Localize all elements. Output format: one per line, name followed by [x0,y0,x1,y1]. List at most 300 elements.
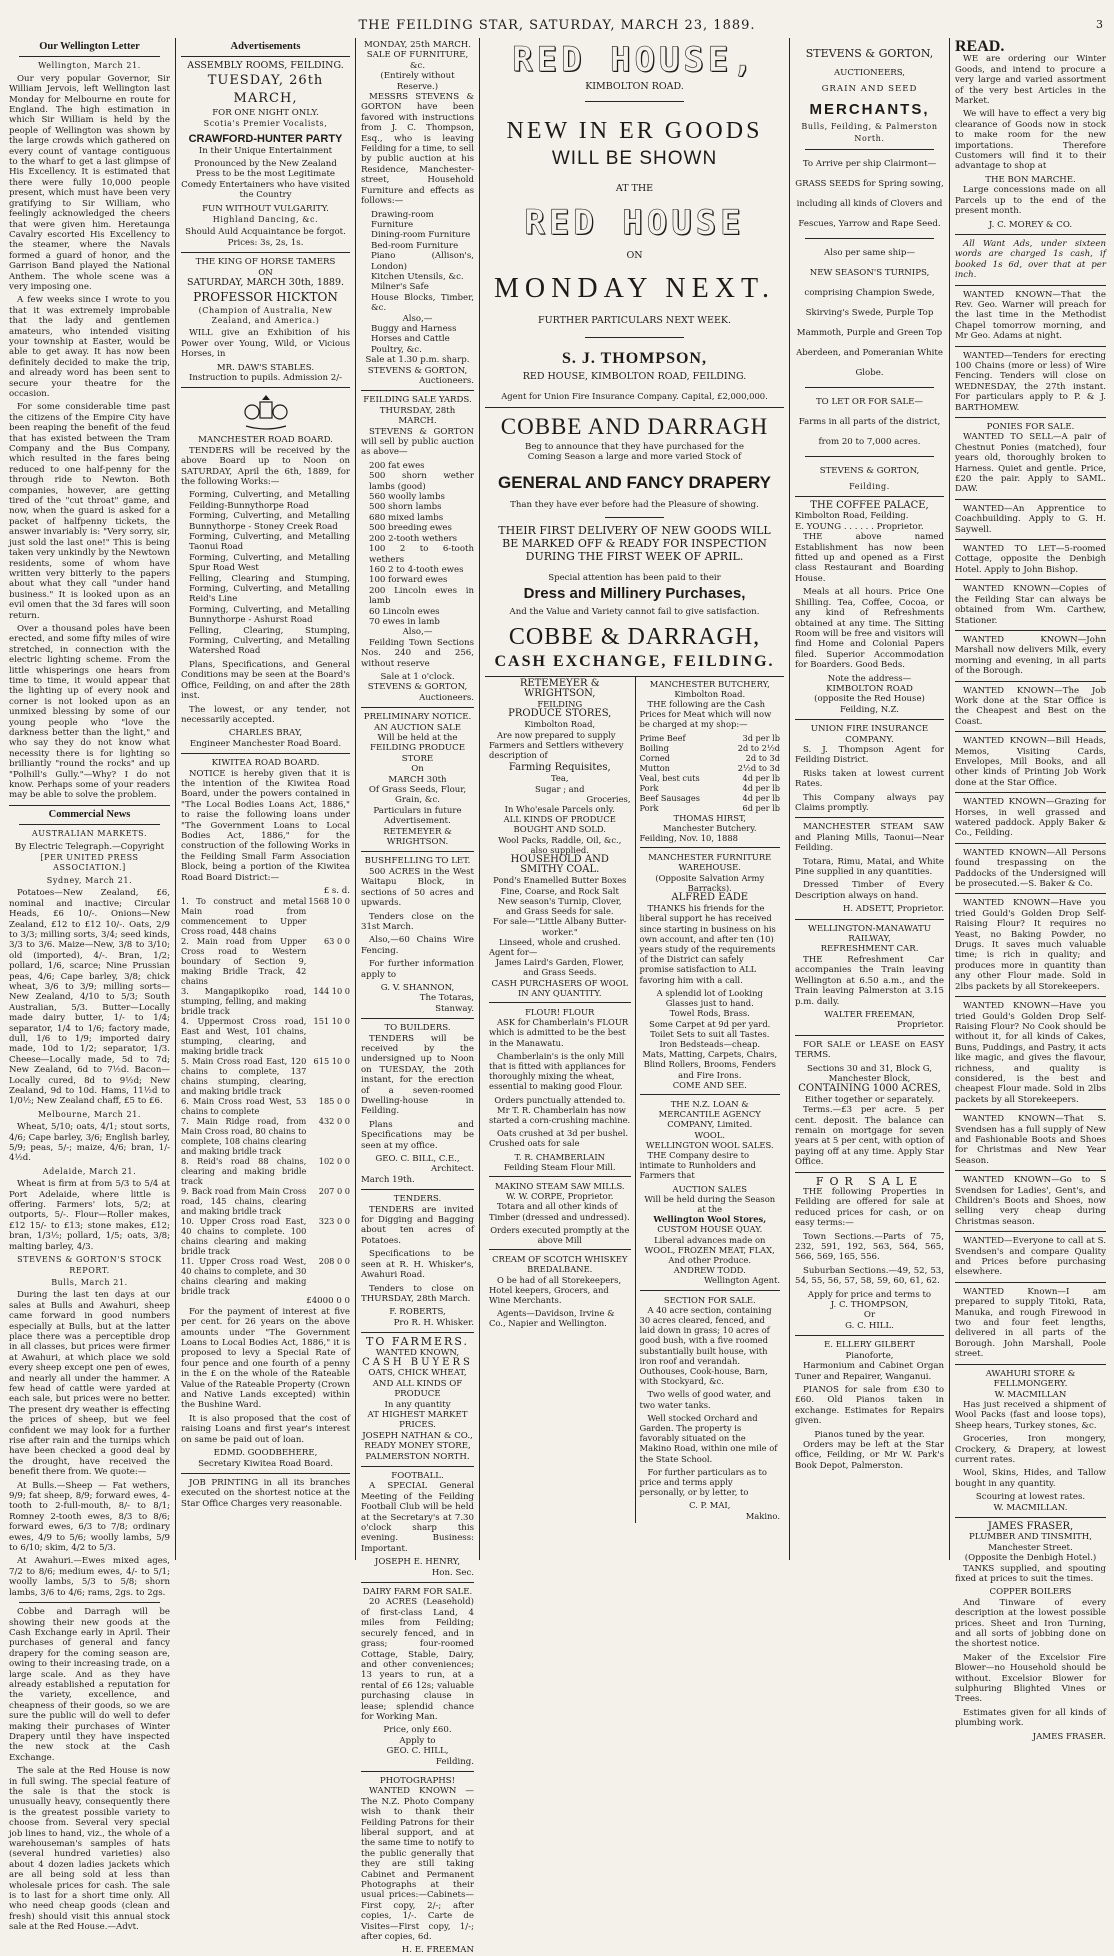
list-item: 100 2 to 6-tooth wethers [369,544,474,565]
pianoforte-label: Pianoforte, [845,1350,894,1361]
produce-stores: PRODUCE STORES, [508,708,612,720]
list-item: 500 breeding ewes [369,523,452,534]
salt-line: Fine, Coarse, and Rock Salt [500,885,619,896]
list-item: Horses and Cattle [371,334,450,345]
exhibition-text: WILL give an Exhibition of his Power over Young, Wild, or Vicious Horses, in [181,328,350,360]
carpet-line: Some Carpet at 9d per yard. [649,1018,771,1029]
lowest-text: The lowest, or any tender, not necessarily accepted. [181,704,350,725]
whiskey-agents: Agents—Davidson, Irvine & Co., Napier and Wellington. [489,1308,615,1329]
totara-text: Totara and all other kinds of Timber (dressed and undressed). [489,1201,630,1222]
table-row: 11. Upper Cross road West, 40 chains to complete, and 30 chains clearing and making bridle track 208 0 0 [181,1256,350,1297]
walter-name: WALTER FREEMAN, [824,1009,915,1020]
ticket-prices: Prices: 3s, 2s, 1s. [227,237,304,248]
stock-dateline: Bulls, March 21. [51,1277,128,1287]
masthead-title: THE FEILDING STAR, SATURDAY, MARCH 23, 1889. [358,18,756,33]
orders-line: Orders punctually attended to. [494,1094,626,1105]
towel-rods: Towel Rods, Brass. [669,1008,750,1019]
wool-sales: WELLINGTON WOOL SALES. [645,1139,774,1150]
held-at: Will be held at the [377,733,458,743]
column-red-house [479,38,789,1560]
letter-dateline: Wellington, March 21. [38,61,141,71]
tenders-spec: Specifications to be seen at R. H. Whisker's, Awahuri Road. [361,1249,474,1281]
butchery-road: Kimbolton Road. [674,688,746,699]
wool-purchasers: CASH PURCHASERS OF WOOL IN ANY QUANTITY. [491,977,629,998]
meat-price-table [640,733,781,813]
list-item: 60 Lincoln ewes [369,606,440,617]
retemeyer-column [485,677,635,1523]
copper-boilers: COPPER BOILERS [989,1587,1072,1598]
morey-name: J. C. MOREY & CO. [988,219,1073,230]
stock-report-heading: STEVENS & GORTON'S STOCK REPORT. [17,1255,162,1275]
want-ad: WANTED KNOWN—Have you tried Gould's Golden Drop Self-Raising Flour? No Cook should be without it, for all kinds of Cakes, Buns, Puddings, and Pastry, it acts like magic, and gives the flavour, richness, and quality is considered, is the best and cheapest Flour made. Sold in 2lbs packets by all Storekeepers. [955,1001,1106,1105]
list-item: Piano (Allison's, London) [371,251,474,272]
particulars-line: Particulars in future Advertisement. [373,805,462,827]
at-the: AT THE [615,183,654,194]
table-row: 5. Main Cross road East, 120 chains to complete, 137 chains stumping, clearing, and making bridle track 615 10 0 [181,1056,350,1097]
want-ad: WANTED TO LET—5-roomed Cottage, opposite the Denbigh Hotel. Apply to John Bishop. [955,544,1106,575]
markets-heading: AUSTRALIAN MARKETS. [31,829,148,839]
dairy-price: Price, only £60. [383,1725,452,1736]
butter-boxes: Pond's Enamelled Butter Boxes [493,875,627,886]
whiskey-text: O be had of all Storekeepers, Hotel keepers, Grocers, and Wine Merchants. [489,1274,622,1305]
list-item: 500 shorn lambs [369,502,442,513]
same-ship: Also per same ship— [824,247,915,258]
read-heading: READ. [955,38,1005,55]
fun-line: FUN WITHOUT VULGARITY. [202,203,329,214]
list-item: Felling, Clearing and Stumping, Forming, Culverting, and Metalling Reid's Line [189,573,350,605]
dairy-farm-heading: DAIRY FARM FOR SALE. [362,1587,473,1598]
mai-name: C. P. MAI, [689,1500,731,1511]
orchard-text: Well stocked Orchard and Garden. The property is favorably situated on the Makino Road, within one mile of the State School. [639,1412,778,1464]
red-house-title-2: RED HOUSE [524,203,745,243]
estimates-text: Estimates given for all kinds of plumbing work. [955,1707,1106,1729]
nz-loan-text: THE Company desire to intimate to Runholders and Farmers that [639,1149,756,1181]
town-sections: Feilding Town Sections Nos. 240 and 256, without reserve [361,637,474,669]
stables-line: MR. DAW'S STABLES. [216,362,315,373]
column-want-ads [949,38,1111,1742]
football-heading: FOOTBALL. [391,1471,444,1481]
household-coal: HOUSEHOLD AND SMITHY COAL. [510,854,609,876]
tenders-close-date: Tenders to close on THURSDAY, 28th March. [361,1283,474,1304]
retemeyer-sign: RETEMEYER & WRIGHTSON. [383,826,452,848]
list-item: 200 2-tooth wethers [369,533,458,544]
stock-list [361,461,474,628]
coffee-meals: Meals at all hours. Price One Shilling. Tea, Coffee, Cocoa, or any kind of Refreshments obtained at any time. The Sitting Room will be free and visitors will find Home and Colonial Papers filed. Superior Accommodation for Boarders. Good Beds. [795,587,944,671]
tenders-text: TENDERS are invited for Digging and Bagging about ten acres of Potatoes. [361,1204,474,1246]
photographs-text: WANTED KNOWN — The N.Z. Photo Company wish to thank their Feilding Patrons for their liberal support, and at the same time to notify to the public generally that they are still taking Cabinet and Permanent Photographs at their usual prices:—Cabinets—First copy, 2/-; after copies, 1/-. Carte de Visites—First copy, 1/-; after copies, 6d. [361,1786,474,1943]
engineer-name: CHARLES BRAY, [228,728,303,739]
dress-millinery: Dress and Millinery Purchases, [523,585,746,603]
roberts-pro: Pro R. H. Whisker. [393,1317,474,1328]
bon-marche: THE BON MARCHE. [985,174,1076,185]
page-number: 3 [1096,18,1104,31]
thompson-name: S. J. THOMPSON, [562,350,707,367]
denbigh-opposite: (Opposite the Denbigh Hotel.) [964,1553,1097,1564]
drapery-heading: GENERAL AND FANCY DRAPERY [498,473,771,493]
list-item: Forming, Culverting, and Metalling Bunnythorpe - Ashurst Road [189,604,350,626]
furniture-sale-text: MESSRS STEVENS & GORTON have been favored with instructions from J. C. Thompson, Esq., who is leaving Feilding for a time, to sell by public auction at his Residence, Manchester-street, Household Furniture and effects as follows:— [361,92,474,207]
orders-executed: Orders executed promptly at the above Mill [490,1224,630,1245]
union-agent: Agent for Union Fire Insurance Company. Capital, £2,000,000. [501,391,768,401]
want-ad: WANTED—Everyone to call at S. Svendsen's and compare Quality and Prices before purchasing elsewhere. [955,1236,1106,1278]
architect-name: GEO. C. BILL, C.E., [375,1154,460,1165]
want-ad: WANTED—An Apprentice to Coachbuilding. Apply to G. H. Saywell. [955,503,1106,535]
on-label: ON [626,250,643,261]
loan-works-table [181,896,350,1296]
markets-byline: By Electric Telegraph.—Copyright [14,841,165,852]
column-auctions [355,38,479,1956]
builders-plans: Plans and Specifications may be seen at my office. [361,1119,474,1151]
whiskey-heading: CREAM OF SCOTCH WHISKEY BREDALBANE. [492,1254,628,1275]
awahuri-heading: AWAHURI STORE & FELLMONGERY. [985,1368,1076,1390]
macmillan-name: W. MACMILLAN [994,1389,1067,1400]
clairmont-line: To Arrive per ship Clairmont— [802,158,937,169]
professor-name: PROFESSOR HICKTON [193,289,338,304]
want-ad: WANTED KNOWN—Copies of the Feilding Star can always be obtained from Wm. Carthew, Stationer. [955,584,1106,626]
manchester-board-heading: MANCHESTER ROAD BOARD. [198,435,333,446]
list-item: Milner's Safe [371,282,429,293]
red-house-notice: The sale at the Red House is now in full swing. The special feature of the sale is that the stock is unusually heavy, consequently there is the greatest possible variety to choose from. Several very special job lines to hand, viz., the whole of a warehouseman's samples of hats (several hundred varieties) also about 4 dozen ladies jackets which are all being sold at less than wholesale prices for cash. The sale is to last for a short time only. All who need cheap goods (clean and fresh) should visit this annual stock sale at the Red House.—Advt. [9,1766,170,1933]
kimbolton-road: KIMBOLTON ROAD. [585,81,684,92]
nathan-name: JOSEPH NATHAN & CO., [362,1430,473,1441]
awahuri-prices: At Awahuri.—Ewes mixed ages, 7/2 to 8/6; medium ewes, 4/- to 5/1; woolly lambs, 5/3 to 5/8; shorn lambs, 3/6 to 4/6; rams, 2gs. to 2gs. [9,1556,170,1598]
table-row: Boiling 2d to 2½d [639,742,780,753]
list-item: 70 ewes in lamb [369,616,440,627]
list-item: Dining-room Furniture [371,230,471,241]
looking-glasses: A splendid lot of Looking Glasses just to hand. [656,987,763,1009]
tanks-text: TANKS supplied, and spouting fixed at prices to suit the times. [955,1563,1106,1584]
table-row: 3. Mangapikopiko road, stumping, felling, and making bridle track 144 10 0 [181,986,350,1017]
tenders-close: Tenders close on the 31st March. [361,911,474,932]
wool-packs: Wool Packs, Raddle, Oil, &c., also supplied. [498,834,622,855]
adelaide-report: Wheat is firm at from 5/3 to 5/4 at Port Adelaide, where little is offering. Farmers' lots, 5/2; at outports, 5/-. Flour—Roller makes, £12 15/- to £13; stone makes, £12; bran, 1/3½; pollard, 1/5; oats, 3/8; malting barley, 4/3. [9,1179,170,1252]
railway-heading: WELLINGTON-MANAWATU RAILWAY, [808,923,931,945]
read-text: WE are ordering our Winter Goods, and intend to procure a very large and varied assortment of the very best Articles in the Market. [955,54,1106,107]
vocalists: Scotia's Premier Vocalists, [203,119,328,129]
feilding-label: Feilding. [849,481,890,491]
want-ad: WANTED KNOWN—Bill Heads, Memos, Visiting Cards, Envelopes, Mill Books, and all other kinds of Printing Job Work done at the Star Office. [955,736,1106,788]
list-item: 500 shorn wether lambs (good) [369,471,474,492]
auction-sales: AUCTION SALES [672,1183,747,1194]
pianos-tuned: Pianos tuned by the year. [814,1429,925,1440]
table-row: 4. Uppermost Cross road, East and West, 101 chains, stumping, clearing, and making bridle track 151 10 0 [181,1016,350,1057]
letter-heading: Our Wellington Letter [39,41,140,52]
sale-one: Sale at 1 o'clock. [380,671,455,682]
list-item: 160 2 to 4-tooth ewes [369,564,464,575]
pounds-header: £ s. d. [323,886,350,896]
wool-heading: WOOL. [694,1129,726,1140]
sg-title: STEVENS & GORTON, [805,47,934,60]
any-quantity: In any quantity [384,1399,451,1410]
mill-text: Chamberlain's is the only Mill that is fitted with appliances for thoroughly mixing the wheat, essential to making good Flour. [489,1050,626,1092]
list-item: 560 woolly lambs [369,492,445,503]
cash-buyers: CASH BUYERS [362,1356,473,1368]
want-ad: PONIES FOR SALE. [986,422,1075,432]
walter-role: Proprietor. [896,1020,944,1031]
wholesale-line: In Who'esale Parcels only. [504,804,615,815]
union-claims: This Company always pay Claims promptly. [795,792,944,813]
furniture-warehouse: MANCHESTER FURNITURE WAREHOUSE. [648,852,772,873]
list-item: Forming, Culverting, and Metalling Taonui Road [189,532,350,553]
palmerston-north: PALMERSTON NORTH. [365,1451,470,1462]
auld-line: Should Auld Acquaintance be forgot. [185,227,346,238]
kiwitea-also-text: It is also proposed that the cost of raising Loans and first year's interest on same be paid out of loan. [181,1413,350,1445]
exhibition-date: SATURDAY, MARCH 30th, 1889. [186,277,345,289]
ready-money: READY MONEY STORE, [364,1441,471,1452]
steam-saw: MANCHESTER STEAM SAW and Planing Mills, Taonui—Near Feilding. [795,822,944,854]
further-text: For further particulars as to price and terms apply personally, or by letter, to [639,1466,767,1498]
containing-line: CONTAINING 1000 ACRES, [798,1083,941,1095]
sydney-report: Potatoes—New Zealand, £6, nominal and inactive; Circular Heads, £6 10/-. Onions—New Zealand, £12 to £12 10/-. Oats, 2/9 to 3/3; milling sorts, 3/4; seed kinds, 3/3 to 3/6. Maize—New, 3/8 to 3/10; old (imported), 4/-. Bran, 1/2; pollard, 1/6, scarce; Nine Prussian peas, 4/6; Cape barley, 3/8; chick wheat, 3/6 to 3/9; milling sorts—New Zealand, 4/10 to 5/3; South Australian, 5/3. Butter—Locally made dairy butter, 1/- to 1/4; separator, 1/4 to 1/6; factory made, dull, 1/6 to 1/9; imported dairy made, 10d to 1/2; separator, 1/3. Cheese—Locally made, 5d to 7d; New Zealand, 6d to 7½d. Bacon—Locally cured, 8d to 9½d; New Zealand, 9d to 10d. Hams, 11½d to 1/0½; New Zealand chaff, £5 to £6. [9,888,170,1107]
corpe-name: W. W. CORPE, Proprietor. [506,1191,614,1202]
sydney-dateline: Sydney, March 21. [46,875,133,885]
coffee-opposite: (opposite the Red House) [814,694,925,705]
table-row: Corned 2d to 3d [639,752,780,763]
want-ads-note: All Want Ads, under sixteen words are charged 1s cash, if booked 1s 6d, over that at per inch. [955,238,1106,281]
sections-line: Sections 30 and 31, Block G, Manchester Block, [806,1063,933,1084]
eade-text: THANKS his friends for the liberal support he has received since starting in business on his own account, and after ten (10) years study of the requirements of the District can safely promise satisfaction to ALL favoring him with a call. [639,903,776,985]
letter-paragraph: A few weeks since I wrote to you that it was extremely improbable that the lady and gentlemen amateurs, who intended visiting your township at Easter, would be able to get away. It has now been definitely decided to make the trip, and already word has been sent to secure your theatre for the occasion. [9,295,170,399]
suburban-sections: Suburban Sections.—49, 52, 53, 54, 55, 56, 57, 58, 59, 60, 61, 62. [795,1265,944,1287]
retemeyer-title: RETEMEYER & WRIGHTSON, [519,677,600,699]
groceries-label: Groceries, [586,793,631,804]
want-ad: WANTED KNOWN—That S. Svendsen has a full supply of New and Fashionable Boots and Shoes for Christmas and New Year Season. [955,1114,1106,1166]
table-row: Pork 6d per lb [639,802,780,813]
held-during: Will be held during the Season at the [644,1193,776,1214]
kiwitea-heading: KIWITEA ROAD BOARD. [211,758,320,769]
table-row: Mutton 2½d to 3d [639,762,780,773]
sg-title-2: STEVENS & GORTON, [819,465,920,476]
awahuri-text: Has just received a shipment of Wool Packs (fast and loose tops), Sheep hears, Turkey stones, &c. [955,1399,1106,1431]
stock-report: During the last ten days at our sales at Bulls and Awahuri, sheep came forward in good numbers especially at Bulls, but at the latter place there was a perceptible drop in all classes, but prices were firmer at Awahuri, at which place we sold every sheep except one pen of ewes, and nearly all under the hammer. A few head of cattle were yarded at each sale, but prices were no better. The present dry weather is effecting the prices of sheep, but we feel confident we may look for a further rise after rain and the turnips which have been checked a good deal by the drought, have received the benefit there from. We quote:— [9,1290,170,1478]
want-ad: WANTED Known—I am prepared to supply Titoki, Rata, Manuka, and rough Firewood in two and four feet lengths, delivered in all parts of the Borough. John Marshall, Poole street. [955,1286,1106,1360]
coffee-road: Kimbolton Road, Feilding. [795,511,909,522]
refreshment-car: REFRESHMENT CAR. [820,944,919,955]
builders-date: March 19th. [361,1174,415,1185]
table-row: Prime Beef 3d per lb [639,732,780,743]
warehouse-location: (Opposite Salvation Army Barracks). [655,872,765,893]
union-risks: Risks taken at lowest current Rates. [795,768,944,790]
macmillan-sign: W. MACMILLAN. [993,1502,1068,1513]
commercial-heading: Commercial News [48,808,131,820]
column-advertisements [175,38,355,1560]
list-item: Forming, Culverting, and Metalling Feilding-Bunnythorpe Road [189,490,350,511]
union-agent: S. J. Thompson Agent for Feilding District. [795,744,944,766]
want-ad: WANTED KNOWN—Grazing for Horses, in well grassed and watered paddock. Apply Baker & Co., Feilding. [955,797,1106,839]
apply-price: Apply for price and terms to [807,1289,932,1300]
royal-crest-icon [238,392,294,432]
sg-places: Bulls, Feilding, & Palmerston [801,121,938,131]
skins-text: Wool, Skins, Hides, and Tallow bought in any quantity. [955,1468,1106,1489]
table-row: 6. Main Cross road West, 53 chains to complete 185 0 0 [181,1096,350,1117]
list-item: Buggy and Harness [371,323,457,334]
list-item: Drawing-room Furniture [371,209,434,230]
new-turnips: NEW SEASON'S TURNIPS, comprising Champion Swede, Skirving's Swede, Purple Top Mammoth, Purple and Green Top Aberdeen, and Pomeranian White Globe. [796,267,943,378]
furniture-sale-heading: SALE OF FURNITURE, &c. [366,50,469,71]
prepared-text: Are now prepared to supply Farmers and Settlers withevery description of [489,729,624,761]
or-label: Or [863,1310,876,1321]
markets-association: [PER UNITED PRESS ASSOCIATION.] [40,853,139,873]
bushfelling-text: 500 ACRES in the West Waitapu Block, in sections of 50 acres and upwards. [361,866,474,909]
oats-line: OATS, CHICK WHEAT, AND ALL KINDS OF PRODUCE [368,1368,467,1400]
town-sections-line: Town Sections.—Parts of 75, 232, 591, 192, 563, 564, 565, 566, 569, 165, 556. [795,1231,944,1263]
cobbe-title: COBBE AND DARRAGH [500,414,769,440]
todd-role: Wellington Agent. [704,1275,780,1286]
merchants-line: MERCHANTS, [809,100,930,118]
march-30: MARCH 30th [388,774,447,785]
furniture-list [361,210,474,314]
laird-seeds: James Laird's Garden, Flower, and Grass Seeds. [495,957,624,978]
table-row: 1. To construct and metal Main road from commencement to Upper Cross road, 448 chains 1568 10 0 [181,896,350,937]
coffee-palace: THE COFFEE PALACE, [810,500,929,512]
scouring-text: Scouring at lowest rates. [975,1492,1086,1503]
totaras-label: The Totaras, [419,993,474,1004]
architect-label: Architect. [431,1164,474,1175]
auctioneers-label: Auctioneers. [419,692,474,703]
makino-heading: MAKINO STEAM SAW MILLS. [494,1180,625,1191]
lower-ads [485,676,784,1523]
want-ad: WANTED KNOWN—Have you tried Gould's Golden Drop Self-Raising Flour? It requires no Yeast, no Baking Powder, no Drugs. It saves much valuable time; is rich in quality; and produces more in quantity than any other Flour made. Sold in 2lbs packets by all Storekeepers. [955,898,1106,992]
coffee-proprietor: E. YOUNG . . . . . . Proprietor. [795,521,924,532]
auctioneer-name: STEVENS & GORTON, [367,682,468,693]
steam-flour-mill: Feilding Steam Flour Mill. [503,1161,616,1172]
custom-house-quay: CUSTOM HOUSE QUAY. [657,1224,763,1235]
also-list [361,324,474,355]
list-item: Bed-room Furniture [371,240,459,251]
sale-yards-text: STEVENS & GORTON will sell by public auction as above— [361,426,474,458]
other-produce: And other Produce. [668,1254,752,1265]
furniture-sale-date: MONDAY, 25th MARCH. [363,40,472,50]
bulls-prices: At Bulls.—Sheep — Fat wethers, 9/9; fat sheep, 8/9; forward ewes, 4-tooth to 2-full-mouth, 8/- to 8/1; Romney 2-tooth ewes, 8/3 to 8/6; forward ewes, 6/3 to 7/8; ordinary ewes, 4/9 to 5/6; woolly lambs, 5/9 to 6/10; skim, 4/2 to 5/3. [9,1480,170,1554]
butchery-column [635,677,785,1523]
grass-seeds-line: Of Grass Seeds, Flour, Grain, &c. [368,785,467,806]
photographs-heading: PHOTOGRAPHS! [379,1775,456,1786]
stanway-label: Stanway. [435,1003,474,1014]
assembly-rooms: ASSEMBLY ROOMS, FEILDING. [187,60,344,72]
one-night: FOR ONE NIGHT ONLY. [212,107,319,118]
concessions-text: Large concessions made on all Parcels up to the end of the present month. [955,185,1106,217]
table-row: 8. Reid's road 88 chains, clearing and making bridle track 102 0 0 [181,1156,350,1187]
list-item: Felling, Clearing, Stumping, Forming, Culverting, and Metalling Watershed Road [189,625,350,657]
cash-exchange: CASH EXCHANGE, FEILDING. [494,652,775,670]
for-sale-heading: FOR SALE [815,1174,924,1188]
freeman-name: H. E. FREEMAN [401,1945,474,1956]
linseed-line: Linseed, whole and crushed. [498,936,621,947]
preliminary-notice: PRELIMINARY NOTICE. [363,712,472,723]
makino-place: Makino. [745,1510,780,1521]
works-list [181,490,350,657]
column-wellington-letter [4,38,175,1933]
on-label: ON [258,267,273,278]
toilet-sets: Toilet Sets to suit all Tastes. [650,1028,770,1039]
table-row: 2. Main road from Upper Cross road to Western boundary of Section 9, making Bridle Track, 42 chains 63 0 0 [181,936,350,987]
hirst-role: Manchester Butchery. [662,822,757,833]
fraser-sign: JAMES FRASER. [1032,1731,1106,1742]
adelaide-dateline: Adelaide, March 21. [42,1166,137,1176]
kiwitea-rate-text: For the payment of interest at five per cent. for 26 years on the above amounts under "The Government Loans to Local Bodies Act, 1886," it is proposed to levy a Special Rate of four pence and one fourth of a penny in the £ on the whole of the Rateable Value of the Rateable Property (Crown and Native Lands excepted) within the Bushine Ward. [181,1306,350,1411]
table-row: 10. Upper Cross road East, 40 chains to complete. 100 chains clearing and making bridle track 323 0 0 [181,1216,350,1257]
butchery-heading: MANCHESTER BUTCHERY, [649,678,770,689]
builders-text: TENDERS will be received by the undersigned up to Noon on TUESDAY, the 20th instant, for the erection of a seven-roomed Dwelling-house in Feilding. [361,1033,474,1117]
advertisements-heading: Advertisements [230,41,301,52]
red-house-title: RED HOUSE, [512,40,757,80]
job-printing-ad: JOB PRINTING in all its branches executed on the shortest notice at the Star Office Charges very reasonable. [181,1477,350,1509]
flour-text: ASK for Chamberlain's FLOUR which is admitted to be the best in the Manawatu. [489,1017,629,1048]
piano-orders: Orders may be left at the Star office, Feilding, or Mr W. Park's Book Depot, Palmerston. [795,1439,944,1471]
flour-heading: FLOUR! FLOUR [525,1006,595,1017]
todd-name: ANDREW TODD. [673,1265,746,1276]
coffee-kimbolton: KIMBOLTON ROAD [826,683,913,694]
adsett-name: H. ADSETT, Proprietor. [842,904,944,915]
list-item: Kitchen Utensils, &c. [371,271,464,282]
secretary-role: Secretary Kiwitea Road Board. [198,1458,333,1469]
bushfelling-heading: BUSHFELLING TO LET. [364,856,471,867]
melbourne-report: Wheat, 5/10; oats, 4/1; stout sorts, 4/6; Cape barley, 3/6; English barley, 5/9; peas, 5/-; maize, 4/6; bran, 1/- 4½d. [9,1122,170,1164]
list-item: 200 fat ewes [369,460,425,471]
manchester-street: Manchester Street. [988,1542,1073,1553]
want-ad: WANTED KNOWN—The Job Work done at the Star Office is the Cheapest and Best on the Coast. [955,685,1106,727]
troupe-name: CRAWFORD-HUNTER PARTY [188,132,343,145]
agent-for: Agent for— [489,946,538,957]
special-attention: Special attention has been paid to their [548,572,721,583]
kiwitea-notice: NOTICE is hereby given that it is the intention of the Kiwitea Road Board, under the powers contained in "The Local Bodies Loans Act, 1886," to raise the following loans under "The Government Loans to Local Bodies Act, 1886," for the construction of the following Works in the Feilding Small Farm Association Block, being a portion of the Kiwitea Road Board District:— [181,768,350,883]
blower-text: Maker of the Excelsior Fire Blower—no Household should be without. Excelsior Blower for sulphuring Blighted Vines or Trees. [955,1652,1106,1705]
want-ad: WANTED KNOWN—Go to S Svendsen for Ladies', Gent's, and Children's Boots and Shoes, now selling very cheap during Christmas season. [955,1175,1106,1227]
butter-worker: For sale—"Little Albany Butter-worker." [493,916,627,937]
letter-paragraph: Our very popular Governor, Sir William Jervois, left Wellington last Monday for Melbourne en route for England. The high estimation in which Sir William is held by the people of Wellington was shown by the large crowds which gathered on every count of vantage contiguous to the wharf to get a last glimpse of His Excellency. It is estimated that there were fully 10,000 people present, which must have been very gratifying to Sir William, who feelingly acknowledged the cheers that were given him. Heretaunga Cavalry escorted His Excellency to the steamer, where the Navals formed a guard of honor, and the Garrison Band played the National Anthem. The whole scene was a very imposing one. [9,73,170,292]
list-item: 680 mixed lambs [369,512,444,523]
tea-label: Tea, [550,773,569,784]
north-label: North. [854,134,885,144]
table-row: Beef Sausages 4d per lb [639,792,780,803]
to-let: TO LET OR FOR SALE— [815,396,924,407]
want-ad: WANTED KNOWN—That the Rev. Geo. Warner will preach for the last time in the Methodist Chapel tomorrow morning, and Mr Geo. Adams at night. [955,289,1106,342]
monday-next: MONDAY NEXT. [494,273,775,304]
either-line: Either together or separately. [804,1094,935,1105]
sale-yards-heading: FEILDING SALE YARDS. [363,395,472,406]
fraser-name: JAMES FRASER, [987,1520,1074,1532]
butchery-text: THE following are the Cash Prices for Meat which will now be charged at my shop:— [639,699,772,730]
admission-line: Instruction to pupils. Admission 2/- [188,372,343,383]
iron-bedsteads: Iron Bedsteads—cheap. [659,1038,761,1049]
apply-line: For further information apply to [361,959,474,980]
auctioneer-name: STEVENS & GORTON, [367,365,468,376]
dairy-farm-text: 20 ACRES (Leasehold) of first-class Land, 4 miles from Feilding; securely fenced, and in grass; four-roomed Cottage, Stable, Dairy, and other conveniences; 13 years to run, at a rental of £6 12s; valuable purchasing clause in lease; splendid chance for Working Man. [361,1597,474,1722]
plumber-line: PLUMBER AND TINSMITH, [969,1532,1092,1543]
section-text: A 40 acre section, containing 30 acres cleared, fenced, and laid down in grass; 10 acres of good bush, with a five roomed substantially built house, with iron roof and verandah. Outhouses, Cook-house, Barn, with Stockyard, &c. [639,1304,772,1387]
want-ad: WANTED KNOWN—John Marshall now delivers Milk, every morning and evening, in all parts of the Borough. [955,634,1106,677]
seeds-line: New season's Turnip, Clover, and Grass Seeds for sale. [497,895,622,917]
kimbolton-label: Kimbolton Road, [524,719,596,730]
table-row: 9. Back road from Main Cross road, 145 chains, clearing and making bridle track 207 0 0 [181,1186,350,1217]
dressed-timber: Dressed Timber of Every Description always on hand. [795,880,944,901]
football-text: A SPECIAL General Meeting of the Feilding Football Club will be held at the Secretary's at 7.30 o'clock sharp this evening. Business: Important. [361,1481,474,1554]
sale-time: Sale at 1.30 p.m. sharp. [365,355,470,366]
list-item: 200 Lincoln ewes in lamb [369,585,474,607]
produce-store: FEILDING PRODUCE STORE [369,743,466,764]
refreshment-text: THE Refreshment Car accompanies the Train leaving Wellington at 6.50 a.m., and the Train leaving Palmerston at 3.15 p.m. daily. [795,954,944,1007]
table-row: Veal, best cuts 4d per lb [639,772,780,783]
coffee-place: Feilding, N.Z. [839,704,900,715]
henry-name: JOSEPH E. HENRY, [374,1557,461,1568]
wire-fencing: Also,—60 Chains Wire Fencing. [361,935,474,956]
produce-bought: ALL KINDS OF PRODUCE BOUGHT AND SOLD. [503,814,616,835]
mats-line: Mats, Matting, Carpets, Chairs, Blind Rollers, Brooms, Fenders and Fire Irons. [642,1049,778,1080]
sale-yards-date: THURSDAY, 28th MARCH. [379,405,456,427]
dancing-line: Highland Dancing, &c. [212,215,319,225]
list-item: Forming, Culverting, and Metalling Spur Road West [189,552,350,574]
clearance-text: We will have to effect a very big clearance of Goods now in stock to make room for the new importations. Therefore Customers will find it to their advantage to shop at [955,109,1106,172]
